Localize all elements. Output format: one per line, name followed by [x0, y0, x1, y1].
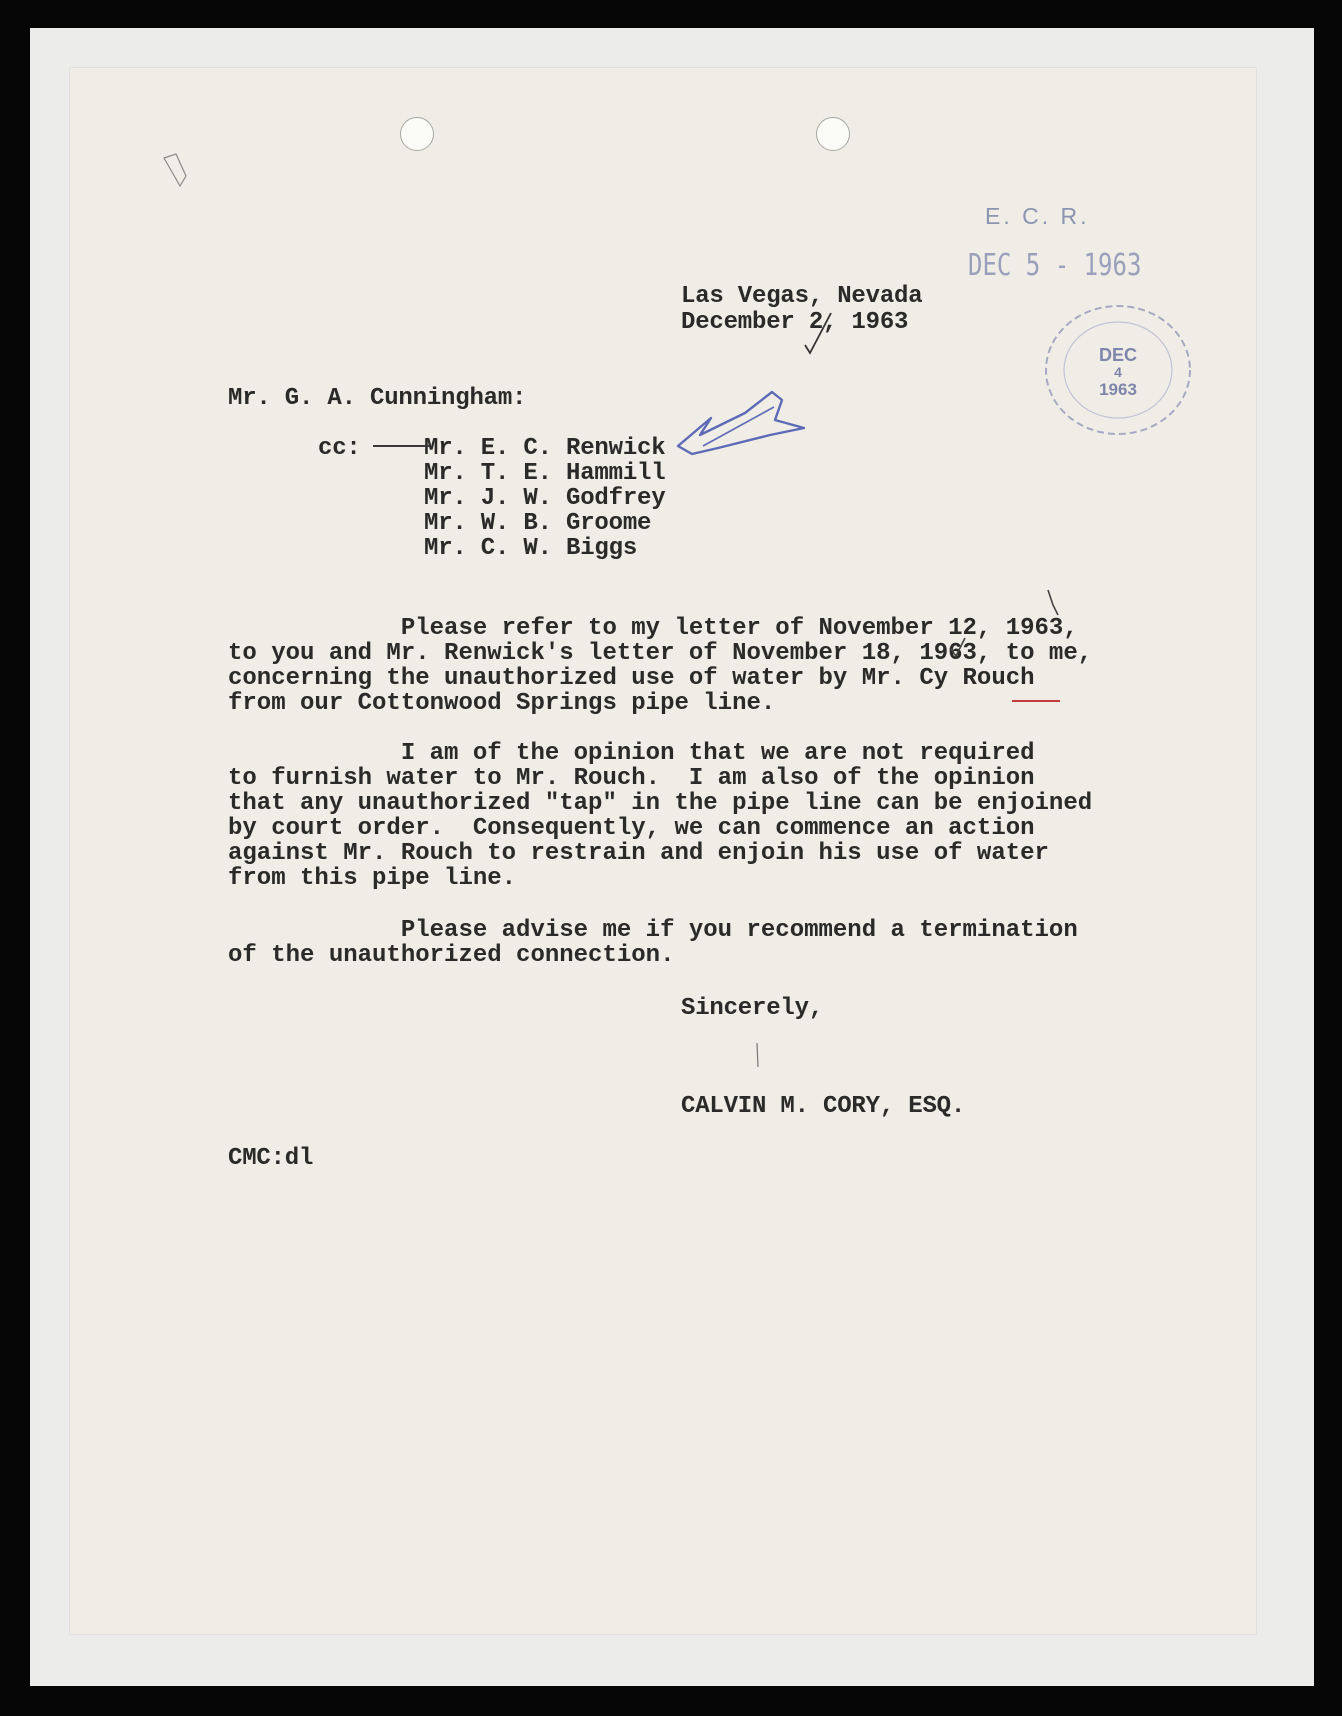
received-initials-stamp: E. C. R.	[985, 203, 1090, 229]
paragraph-line: I am of the opinion that we are not required	[228, 740, 1035, 767]
body-paragraph-3	[228, 918, 1138, 968]
punch-hole-left	[400, 117, 434, 151]
closing: Sincerely,	[681, 995, 824, 1022]
paragraph-line: that any unauthorized "tap" in the pipe line can be enjoined	[228, 790, 1093, 817]
paragraph-line: concerning the unauthorized use of water by Mr. Cy Rouch	[228, 665, 1035, 692]
cc-item: Mr. J. W. Godfrey	[424, 485, 666, 512]
letter-place: Las Vegas, Nevada	[681, 283, 923, 310]
received-seal-stamp	[1043, 303, 1193, 437]
signature-name: CALVIN M. CORY, ESQ.	[681, 1093, 966, 1120]
letter-date: December 2, 1963	[681, 309, 909, 336]
seal-year: 1963	[1099, 380, 1137, 399]
paragraph-line: from our Cottonwood Springs pipe line.	[228, 690, 776, 717]
seal-day: 4	[1114, 364, 1122, 380]
seal-month: DEC	[1098, 345, 1138, 365]
cc-item: Mr. T. E. Hammill	[424, 460, 666, 487]
reference-initials: CMC:dl	[228, 1145, 314, 1172]
addressee: Mr. G. A. Cunningham:	[228, 385, 527, 412]
paragraph-line: Please refer to my letter of November 12, 1963,	[228, 615, 1078, 642]
paragraph-line: to you and Mr. Renwick's letter of November 18, 1963, to me,	[228, 640, 1093, 667]
punch-hole-right	[816, 117, 850, 151]
received-date-stamp: DEC 5 - 1963	[968, 247, 1142, 283]
paragraph-line: to furnish water to Mr. Rouch. I am also of the opinion	[228, 765, 1035, 792]
body-paragraph-2	[228, 741, 1138, 891]
paragraph-line: of the unauthorized connection.	[228, 942, 675, 969]
body-paragraph-1	[228, 616, 1138, 716]
paragraph-line: by court order. Consequently, we can commence an action	[228, 815, 1035, 842]
cc-label: cc:	[318, 435, 361, 462]
cc-item: Mr. E. C. Renwick	[424, 435, 666, 462]
cc-item: Mr. W. B. Groome	[424, 510, 652, 537]
paragraph-line: from this pipe line.	[228, 865, 517, 892]
paragraph-line: against Mr. Rouch to restrain and enjoin his use of water	[228, 840, 1049, 867]
cc-item: Mr. C. W. Biggs	[424, 535, 638, 562]
paragraph-line: Please advise me if you recommend a termination	[228, 917, 1078, 944]
